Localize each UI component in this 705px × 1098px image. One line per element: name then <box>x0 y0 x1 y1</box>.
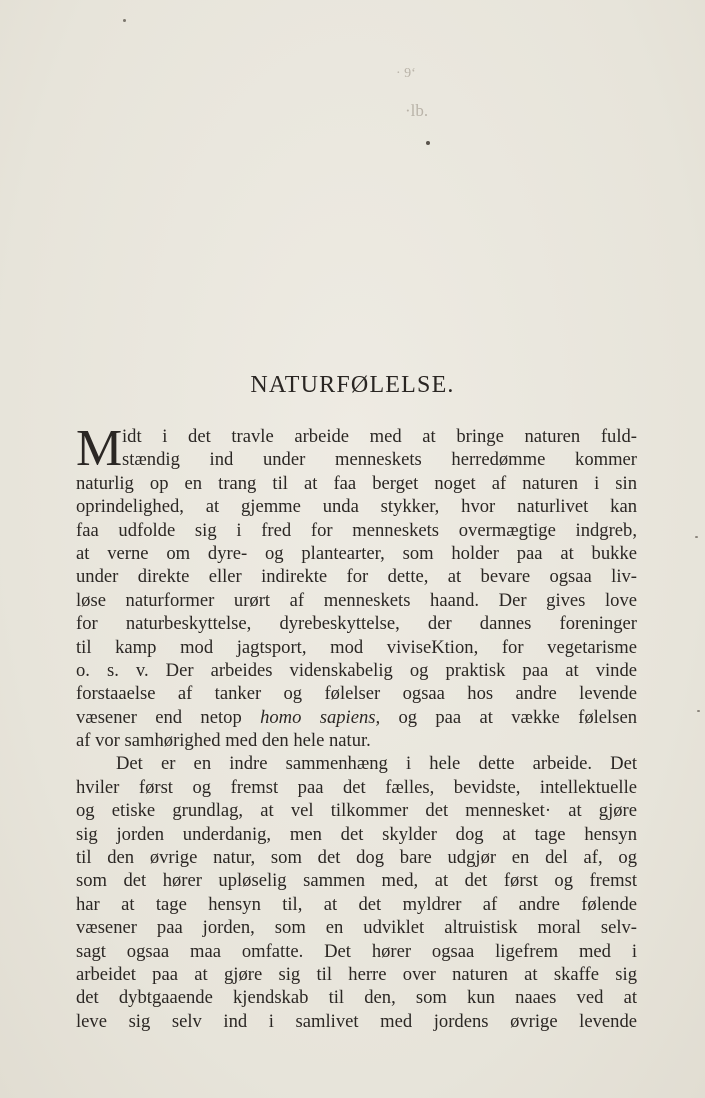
ink-speck <box>426 141 430 145</box>
text-run: væsener end netop <box>76 706 261 728</box>
text-line: oprindelighed, at gjemme unda stykker, hvor naturlivet kan <box>76 496 637 518</box>
body-text <box>76 420 637 1033</box>
text-line-with-italic <box>76 706 637 729</box>
text-run: og paa at vække følelsen <box>380 706 637 728</box>
text-line: sig jorden underdanig, men det skylder dog at tage hensyn <box>76 823 637 845</box>
text-line: løse naturformer urørt af menneskets haand. Der gives love <box>76 589 637 611</box>
text-line: arbeidet paa at gjøre sig til herre over naturen at skaffe sig <box>76 963 637 985</box>
text-line: som det hører upløselig sammen med, at det først og fremst <box>76 870 637 892</box>
text-line: har at tage hensyn til, at det myldrer af andre følende <box>76 893 637 915</box>
text-line: stændig ind under menneskets herredømme kommer <box>122 449 637 471</box>
margin-mark <box>697 710 700 712</box>
text-line: til den øvrige natur, som det dog bare udgjør en del af, og <box>76 847 637 869</box>
italic-term: homo sapiens, <box>260 706 381 728</box>
drop-cap: M <box>76 420 123 477</box>
text-line: det dybtgaaende kjendskab til den, som kun naaes ved at <box>76 987 637 1009</box>
text-line: at verne om dyre- og plantearter, som holder paa at bukke <box>76 542 637 564</box>
ink-speck <box>123 19 126 22</box>
faint-library-mark: ·lb. <box>405 101 429 120</box>
text-line: faa udfolde sig i fred for menneskets overmægtige indgreb, <box>76 519 637 541</box>
text-line: og etiske grundlag, at vel tilkommer det mennesket· at gjøre <box>76 800 637 822</box>
text-line: o. s. v. Der arbeides videnskabelig og praktisk paa at vinde <box>76 659 637 681</box>
text-line: under direkte eller indirekte for dette, at bevare ogsaa liv- <box>76 566 637 588</box>
text-line: idt i det travle arbeide med at bringe naturen fuld- <box>122 426 637 447</box>
text-line: hviler først og fremst paa det fælles, bevidste, intellektuelle <box>76 776 637 798</box>
chapter-title: NATURFØLELSE. <box>250 372 455 398</box>
text-line: forstaaelse af tanker og følelser ogsaa hos andre levende <box>76 683 637 705</box>
text-line: til kamp mod jagtsport, mod viviseKtion, for vegetarisme <box>76 636 637 658</box>
text-line: leve sig selv ind i samlivet med jordens øvrige levende <box>76 1010 637 1032</box>
text-line: væsener paa jorden, som en udviklet altruistisk moral selv- <box>76 917 637 939</box>
text-line: af vor samhørighed med den hele natur. <box>76 730 371 752</box>
text-line: sagt ogsaa maa omfatte. Det hører ogsaa ligefrem med i <box>76 940 637 962</box>
faint-stamp-mark: · 9‘ <box>396 66 416 81</box>
margin-mark <box>695 536 698 538</box>
text-line: naturlig op en trang til at faa berget noget af naturen i sin <box>76 472 637 494</box>
text-line: Det er en indre sammenhæng i hele dette arbeide. Det <box>116 753 637 775</box>
text-line: for naturbeskyttelse, dyrebeskyttelse, der dannes foreninger <box>76 613 637 635</box>
